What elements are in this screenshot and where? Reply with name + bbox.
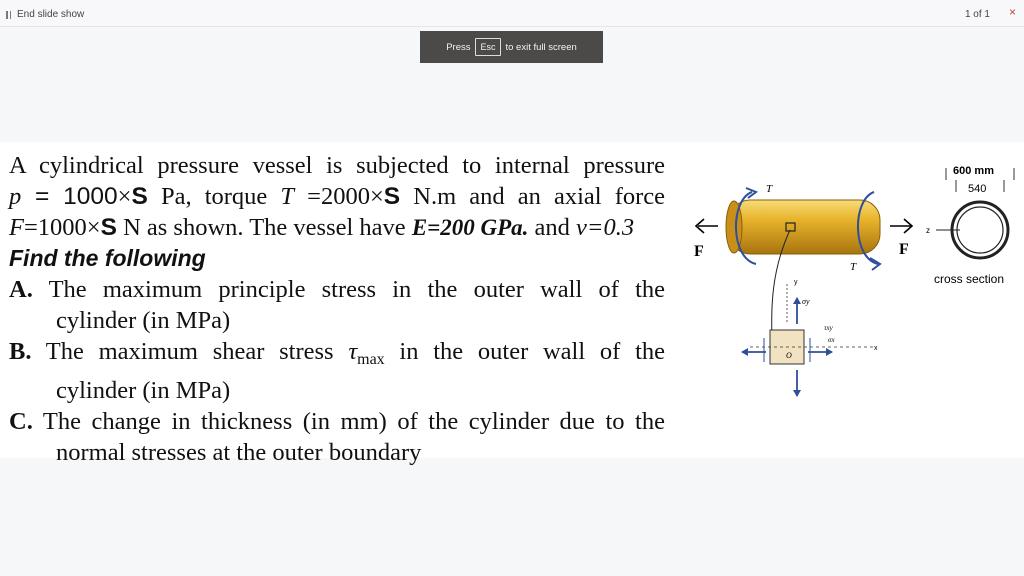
symbol-p: p [9,183,22,210]
question-b [9,336,665,375]
question-b-cont: cylinder (in MPa) [56,377,231,404]
left-force-arrow [696,219,718,233]
end-slide-show-label: End slide show [17,9,85,20]
force-label-left: F [694,243,704,260]
cross-section-drawing [926,165,1014,286]
equals: = [21,183,64,210]
question-b-text: The maximum shear stress [31,338,349,365]
torque-label-top: T [766,183,773,195]
banner-press-text: Press [446,41,471,53]
banner-rest-text: to exit full screen [505,41,577,53]
question-c-label: C. [9,408,33,435]
problem-line-1: A cylindrical pressure vessel is subjected to internal pressure [9,152,665,179]
tau-symbol: τ [348,338,358,365]
torque-value: =2000× [294,183,384,210]
symbol-F: F [9,214,24,241]
exit-fullscreen-banner [420,31,603,63]
youngs-modulus: E=200 GPa. [411,215,529,240]
s-symbol: S [100,214,117,241]
symbol-T: T [280,183,295,210]
question-c-cont: normal stresses at the outer boundary [56,439,422,466]
problem-line-2 [9,181,665,212]
slideshow-toolbar [0,0,1024,27]
force-label-right: F [899,241,909,258]
torque-label-bottom: T [850,261,857,273]
pa-torque-text: Pa, torque [147,183,281,210]
cross-section-label: cross section [934,272,1005,286]
cylinder-vessel [726,200,880,254]
right-force-arrow [890,219,912,233]
origin-label: O [786,351,792,360]
tau-xy-label: τxy [824,324,833,332]
axis-z-label: z [926,226,930,235]
esc-key-badge: Esc [475,38,500,56]
pressure-value: 1000 [63,183,118,210]
sigma-y-label: σy [802,297,810,306]
poisson-ratio: ν=0.3 [576,214,635,241]
tau-subscript: max [357,351,385,368]
question-a-cont: cylinder (in MPa) [56,307,231,334]
question-a [9,274,665,305]
question-a-label: A. [9,276,33,303]
times-sign: × [117,183,132,210]
question-a-text: The maximum principle stress in the outer wall of the [32,276,665,303]
problem-line-3 [9,212,665,243]
close-icon[interactable]: × [1008,5,1016,19]
sigma-x-label: σx [828,336,835,344]
inner-diameter-label: 540 [968,183,987,195]
find-heading: Find the following [9,245,206,271]
axis-x-label: x [874,345,878,352]
and-text: and [528,214,577,241]
stress-element [741,279,878,397]
axial-force-text: N.m and an axial force [400,183,666,210]
end-slide-show-button[interactable] [6,9,84,20]
s-symbol: S [383,183,401,210]
vessel-have-text: N as shown. The vessel have [116,214,412,241]
page-indicator: 1 of 1 [964,9,990,20]
question-b-label: B. [9,338,32,365]
outer-diameter-label: 600 mm [953,165,994,177]
axis-y-label: y [794,279,798,286]
s-symbol: S [131,183,148,210]
question-c-text: The change in thickness (in mm) of the cylinder due to the [32,408,665,435]
pressure-vessel-figure [690,158,1022,410]
pause-icon [6,11,11,19]
force-value: =1000× [23,214,101,241]
question-c [9,406,665,437]
problem-statement [9,150,665,468]
question-b-text-end: in the outer wall of the [384,338,665,365]
